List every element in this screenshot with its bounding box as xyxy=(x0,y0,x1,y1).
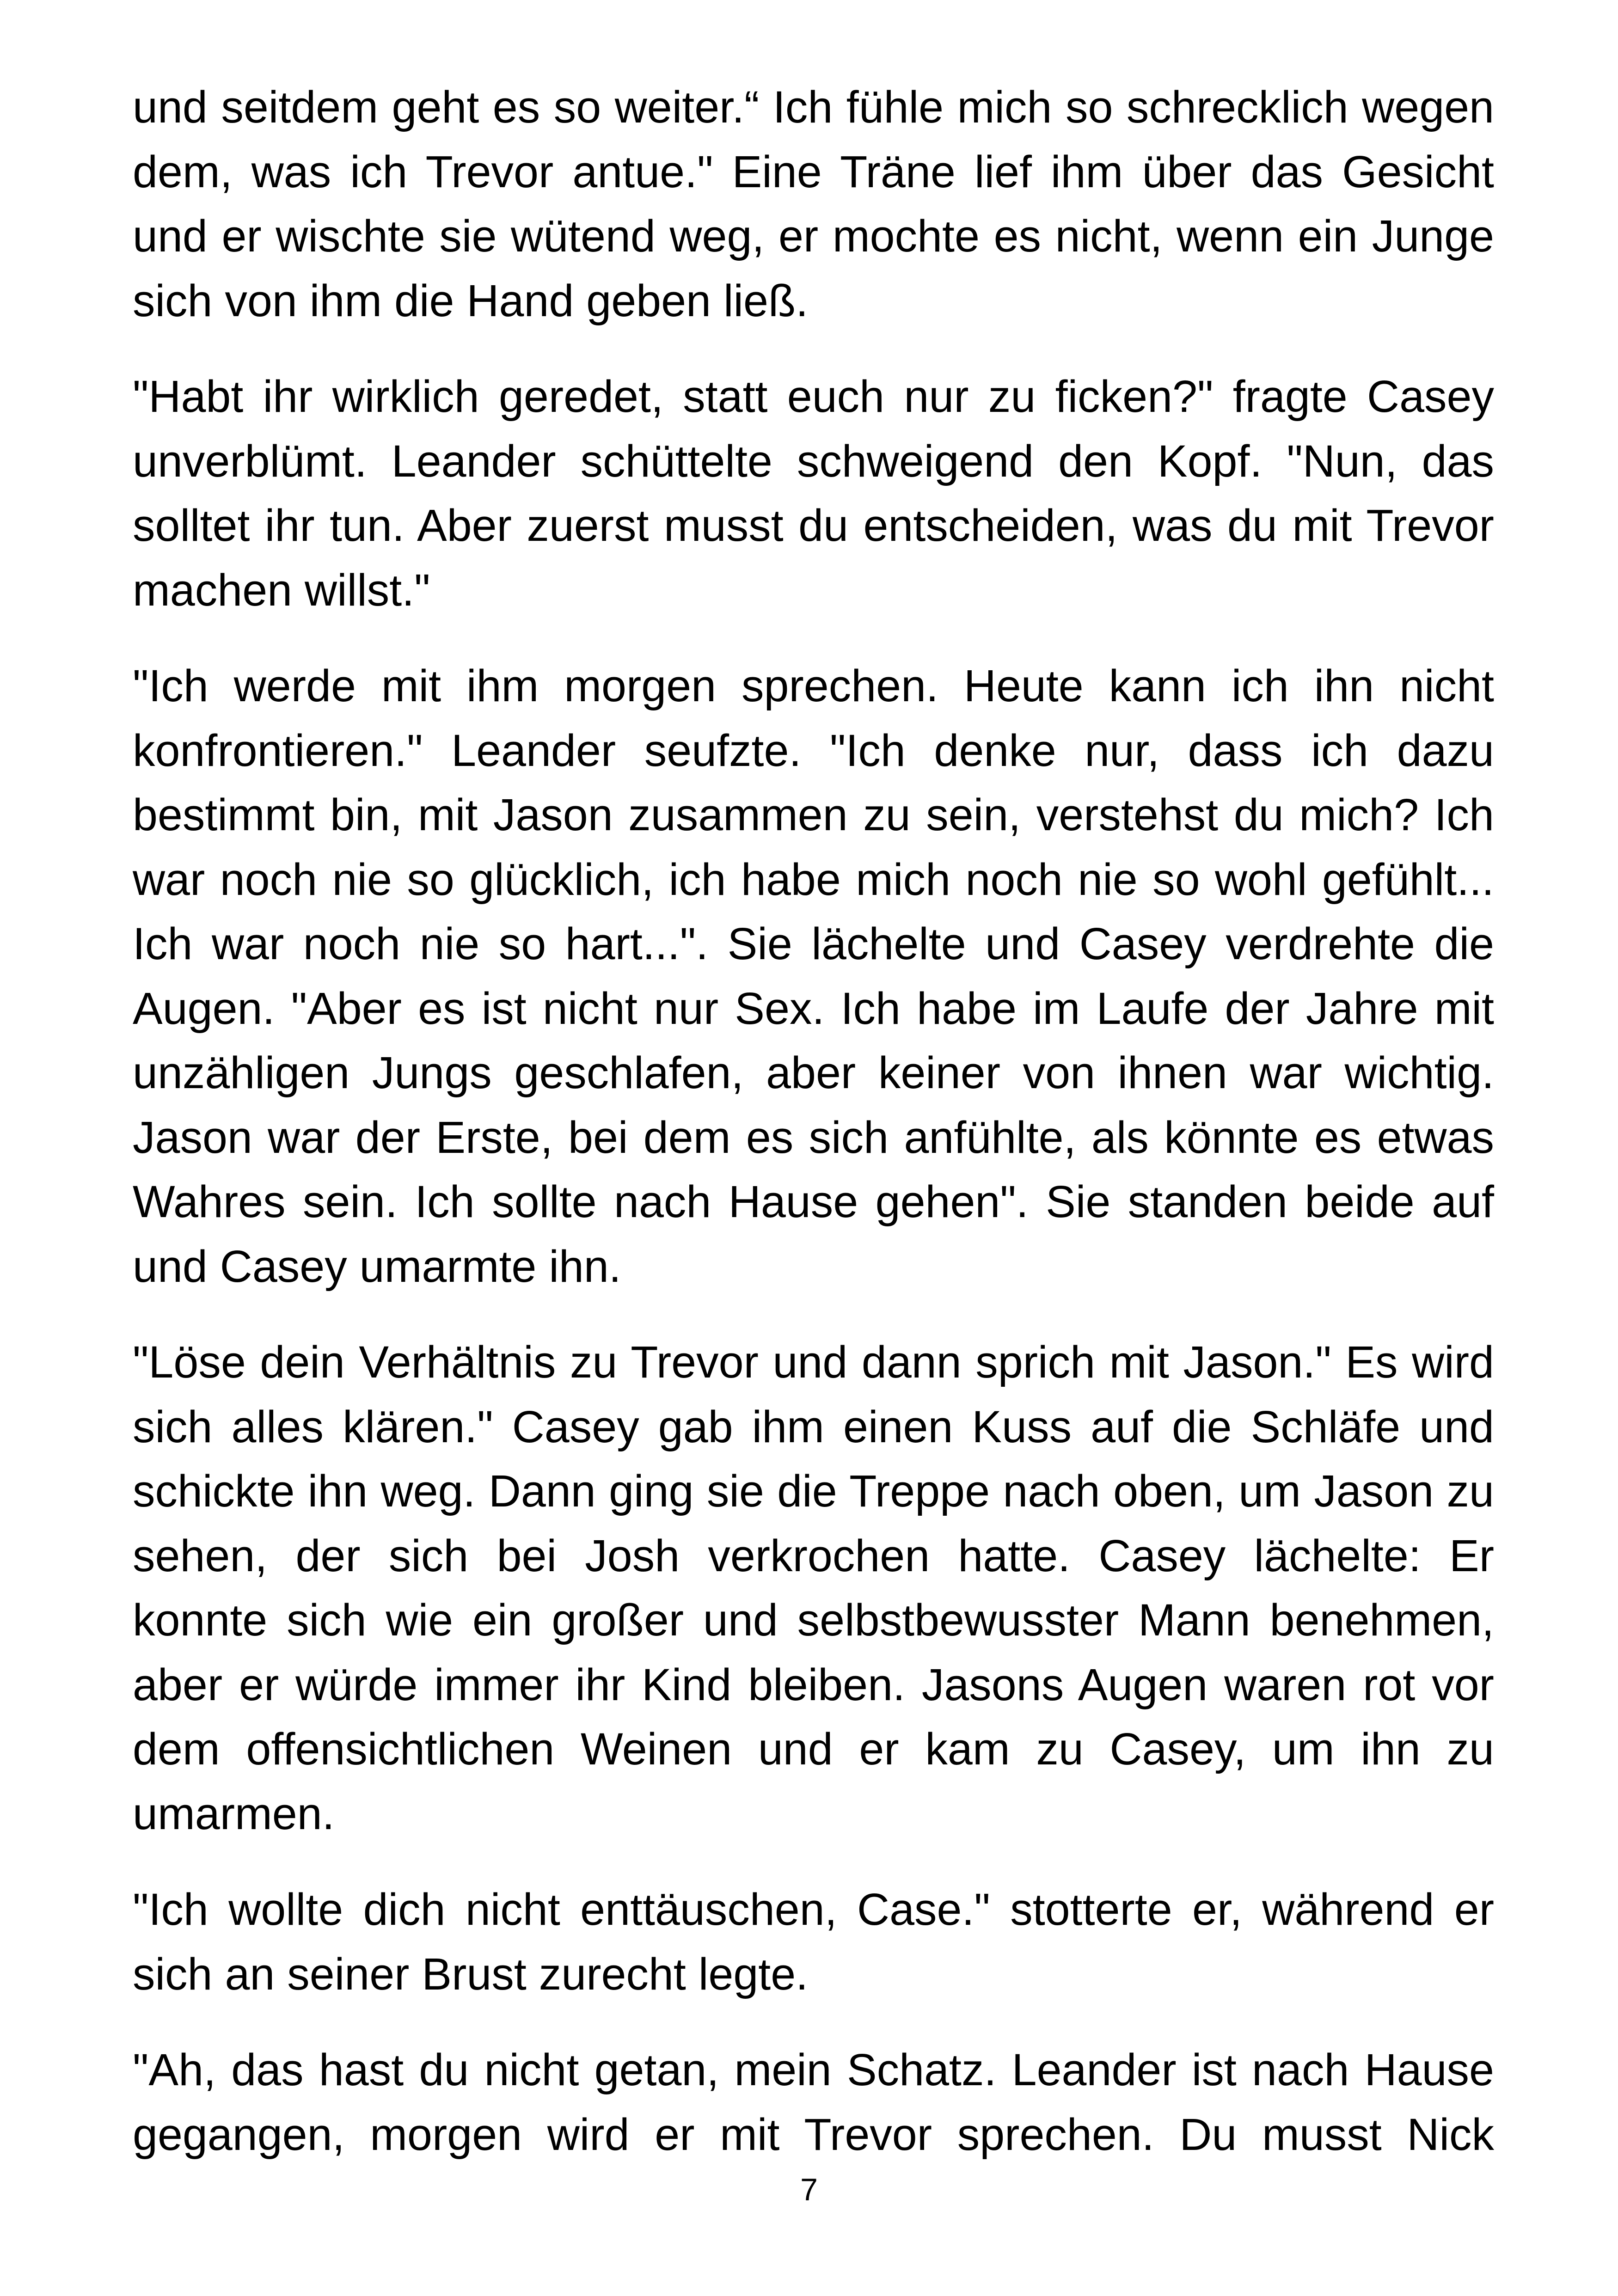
body-text xyxy=(133,75,1494,2198)
paragraph-5: "Ich wollte dich nicht enttäuschen, Case." stotterte er, während er sich an seiner Brust zurecht legte. xyxy=(133,1884,1494,1999)
paragraph-1: und seitdem geht es so weiter.“ Ich fühle mich so schrecklich wegen dem, was ich Trevor antue." Eine Träne lief ihm über das Gesicht und er wischte sie wütend weg, er mochte es nicht, wenn ein Junge sich von ihm die Hand geben ließ. xyxy=(133,82,1494,326)
page-number: 7 xyxy=(800,2172,818,2207)
paragraph-2: "Habt ihr wirklich geredet, statt euch nur zu ficken?" fragte Casey unverblümt. Leander schüttelte schweigend den Kopf. "Nun, das solltet ihr tun. Aber zuerst musst du entscheiden, was du mit Trevor machen willst." xyxy=(133,371,1494,615)
paragraph-6: "Ah, das hast du nicht getan, mein Schatz. Leander ist nach Hause gegangen, morgen wird er mit Trevor sprechen. Du musst Nick xyxy=(133,2045,1494,2160)
paragraph-3: "Ich werde mit ihm morgen sprechen. Heute kann ich ihn nicht konfrontieren." Leander seufzte. "Ich denke nur, dass ich dazu bestimmt bin, mit Jason zusammen zu sein, verstehst du mich? Ich war noch nie so glücklich, ich habe mich noch nie so wohl gefühlt... Ich war noch nie so hart...". Sie lächelte und Casey verdrehte die Augen. "Aber es ist nicht nur Sex. Ich habe im Laufe der Jahre mit unzähligen Jungs geschlafen, aber keiner von ihnen war wichtig. Jason war der Erste, bei dem es sich anfühlte, als könnte es etwas Wahres sein. Ich sollte nach Hause gehen". Sie standen beide auf und Casey umarmte ihn. xyxy=(133,661,1494,1292)
paragraph-4: "Löse dein Verhältnis zu Trevor und dann sprich mit Jason." Es wird sich alles klären." Casey gab ihm einen Kuss auf die Schläfe und schickte ihn weg. Dann ging sie die Treppe nach oben, um Jason zu sehen, der sich bei Josh verkrochen hatte. Casey lächelte: Er konnte sich wie ein großer und selbstbewusster Mann benehmen, aber er würde immer ihr Kind bleiben. Jasons Augen waren rot vor dem offensichtlichen Weinen und er kam zu Casey, um ihn zu umarmen. xyxy=(133,1337,1494,1839)
